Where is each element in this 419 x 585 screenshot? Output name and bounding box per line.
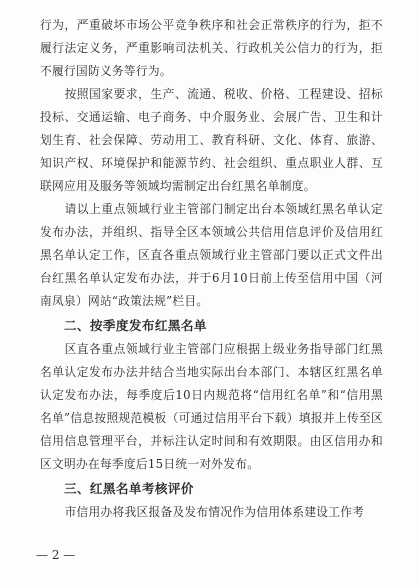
paragraph-national-requirements: 按照国家要求，生产、流通、税收、价格、工程建设、招标投标、交通运输、电子商务、中介服务业、会展广告、卫生和计划生育、社会保障、劳动用工、教育科研、文化、体育、旅游、知识产权、环境保护和能源节约、社会组织、重点职业人群、互联网应用及服务等领域均需制定出台红黑名单制度。 (40, 87, 383, 193)
section-heading-evaluation: 三、红黑名单考核评价 (63, 481, 194, 496)
paragraph-quarterly-release: 区直各重点领域行业主管部门应根据上级业务指导部门红黑名单认定发布办法并结合当地实际出台本部门、本辖区红黑名单认定发布办法，每季度后10日内规范将“信用红名单”和“信用黑名单”信息按照规范模板（可通过信用平台下载）填报并上传至区信用信息管理平台，并标注认定时间和有效期限。由区信用办和区文明办在每季度后15日统一对外发布。 (40, 342, 383, 471)
paragraph-evaluation: 市信用办将我区报备及发布情况作为信用体系建设工作考 (64, 505, 365, 519)
page-number: — 2 — (36, 548, 76, 562)
paragraph-continuation: 行为，严重破坏市场公平竞争秩序和社会正常秩序的行为，拒不履行法定义务，严重影响司法机关、行政机关公信力的行为，拒不履行国防义务等行为。 (40, 18, 383, 78)
paragraph-issuance-instructions: 请以上重点领域行业主管部门制定出台本领域红黑名单认定发布办法，并组织、指导全区本领域公共信用信息评价及信用红黑名单认定工作，区直各重点领域行业主管部门要以正式文件出台红黑名单认定发布办法，并于6月10日前上传至信用中国（河南凤泉）网站“政策法规”栏目。 (40, 202, 383, 308)
section-heading-quarterly-release: 二、按季度发布红黑名单 (63, 318, 207, 333)
